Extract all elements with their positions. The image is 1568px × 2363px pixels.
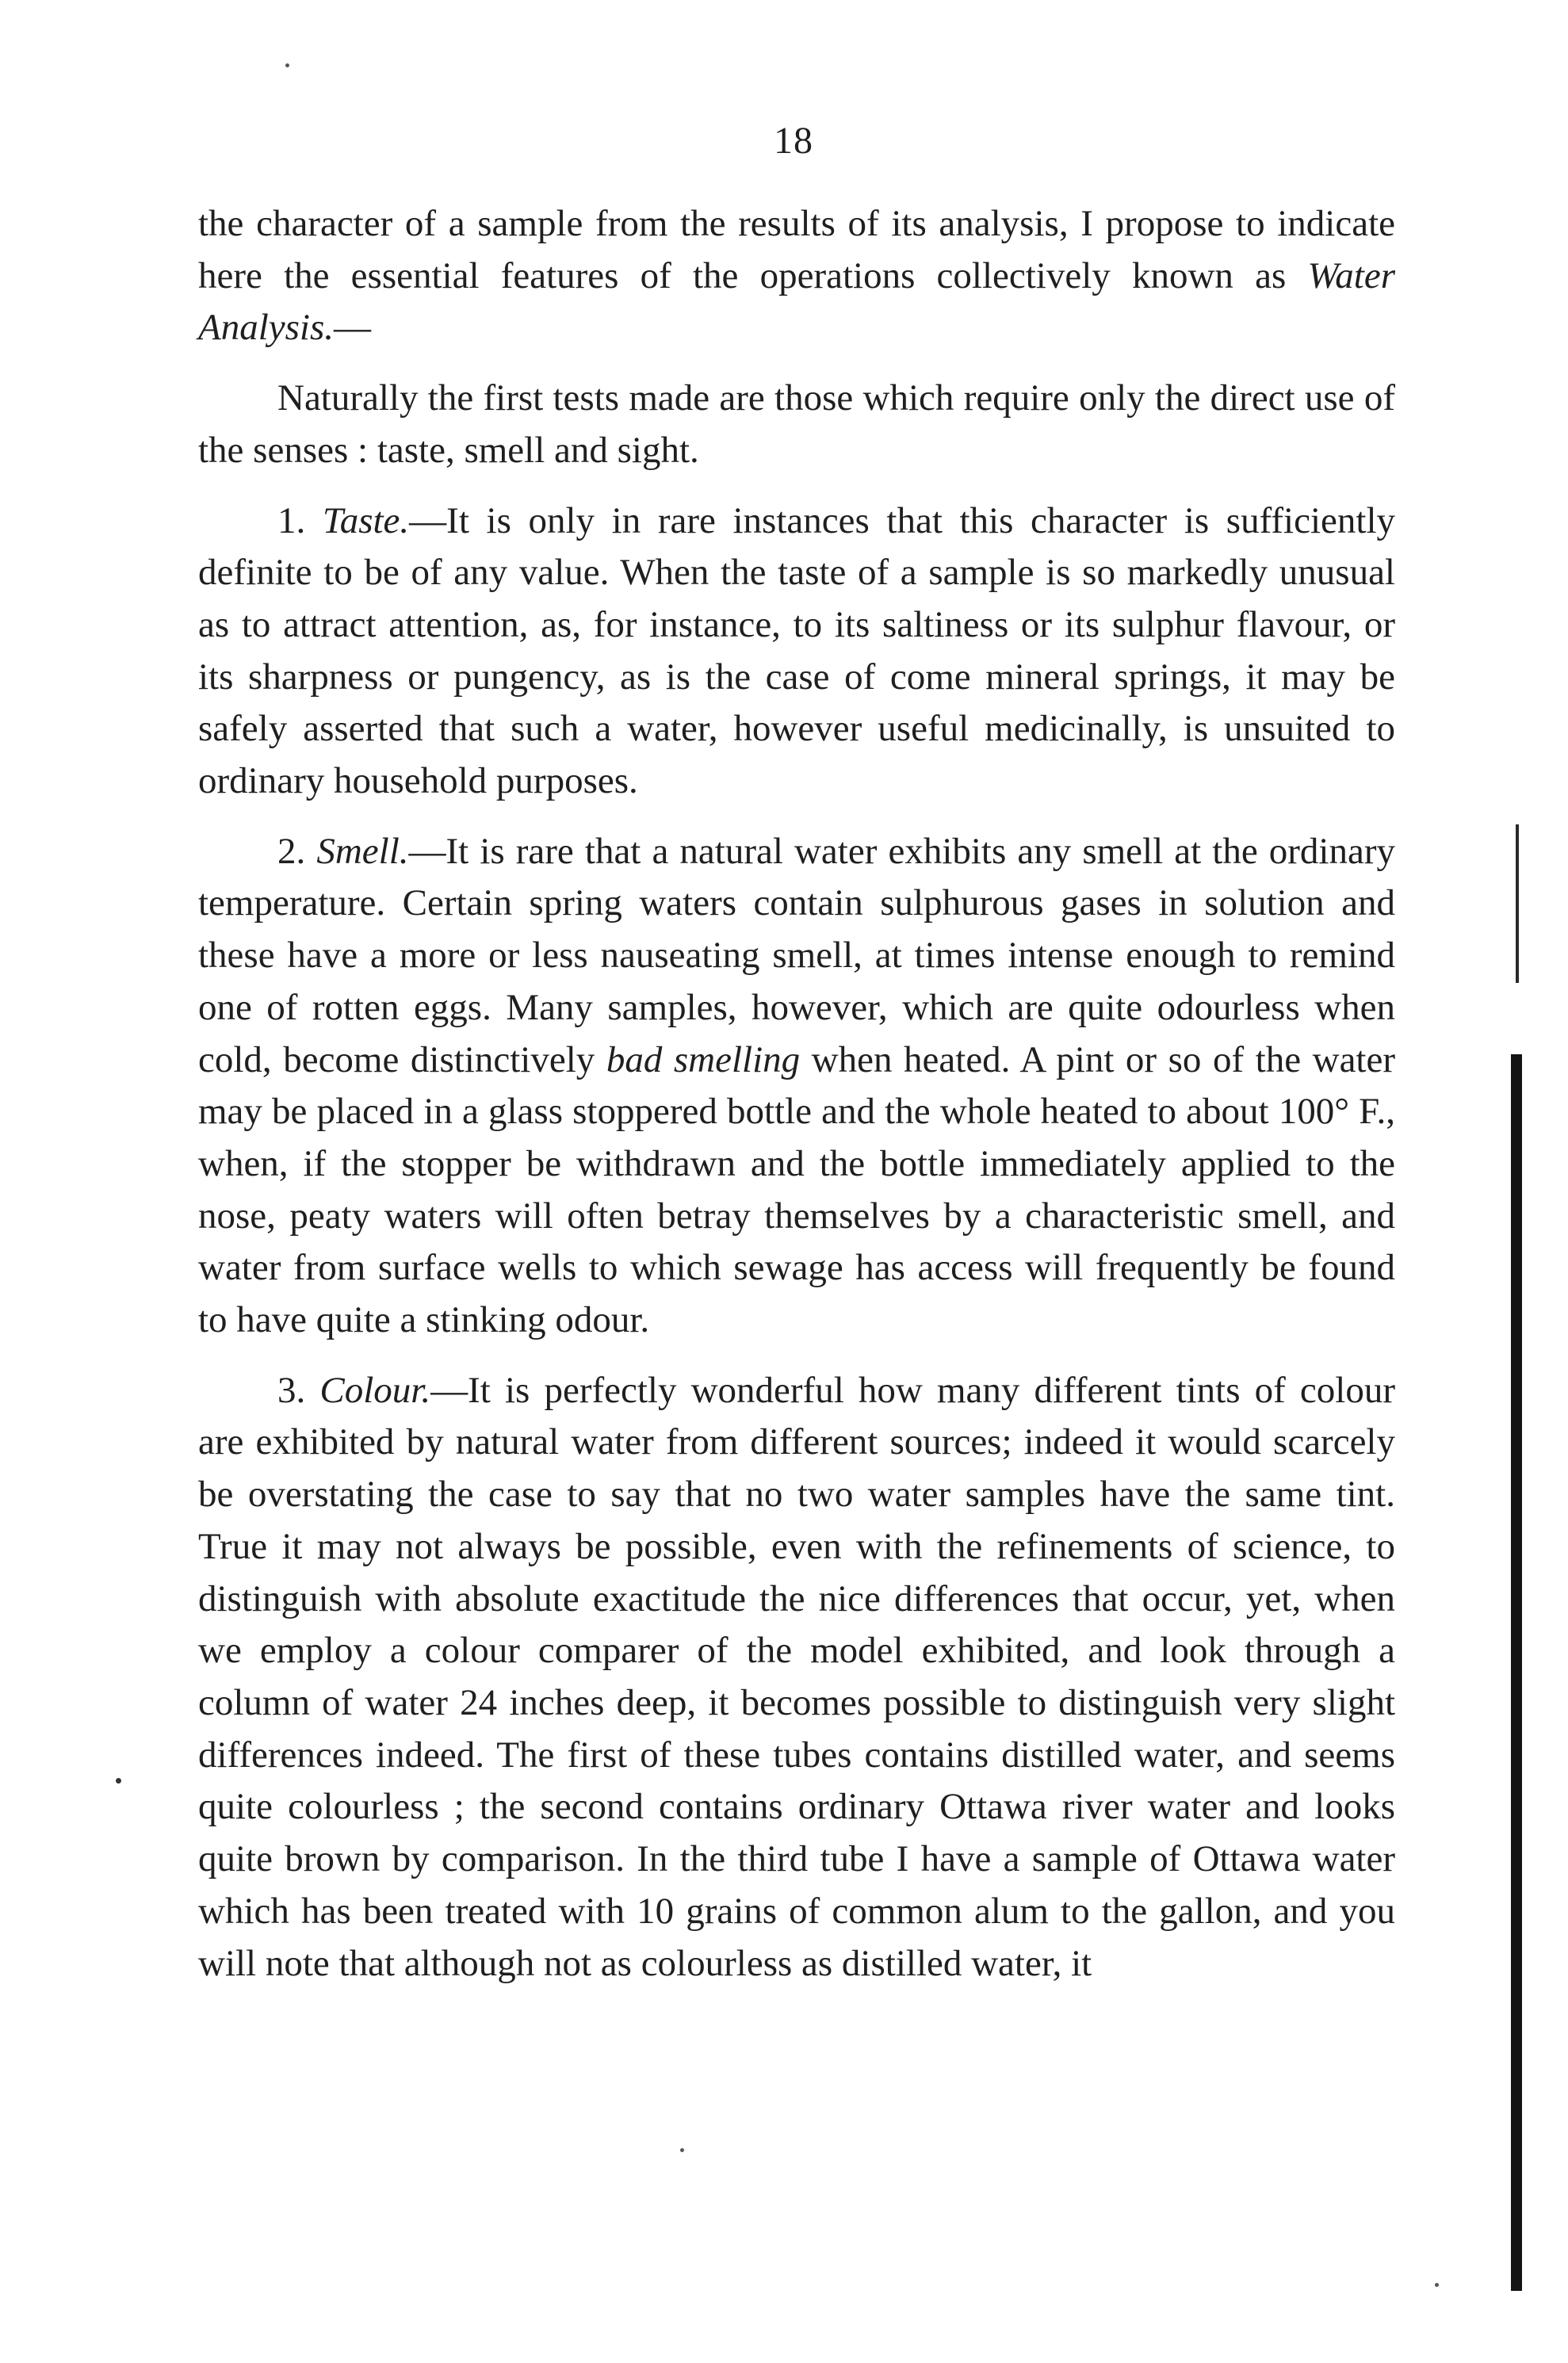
taste-body: —It is only in rare instances that this character is sufficiently definite to be of any value. When the taste of a sample is so markedly unusual as to attract attention, as, for instance, to its saltiness or its sulphur flavour, or its sharpness or pungency, as is the case of come mineral springs, it may be safely asserted that such a water, however useful medicinally, is unsuited to ordinary household purposes. — [198, 499, 1395, 802]
scan-speck — [680, 2148, 684, 2152]
intro-dash: — — [334, 307, 372, 349]
section-smell — [198, 826, 1395, 1347]
intro-text: the character of a sample from the results of its analysis, I propose to indicate here the essential features of the operations collectively known as — [198, 203, 1395, 296]
scan-speck — [116, 1778, 121, 1784]
intro-emphasis: Water Analysis. — [198, 254, 1395, 349]
body-text — [198, 198, 1395, 1990]
scan-speck — [1435, 2283, 1439, 2287]
paragraph-intro — [198, 198, 1395, 354]
smell-body-1: —It is rare that a natural water exhibits any smell at the ordinary temperature. Certain spring waters contain sulphurous gases in solution and these have a more or less nauseating smell, at times intense enough to remind one of rotten eggs. Many samples, however, which are quite odourless when cold, become distinctively — [198, 830, 1395, 1080]
scan-speck — [285, 63, 289, 67]
taste-number: 1. — [277, 499, 306, 541]
taste-heading: Taste. — [322, 499, 410, 541]
scan-edge-bar — [1511, 1054, 1522, 2291]
section-taste — [198, 495, 1395, 808]
colour-heading: Colour. — [319, 1369, 431, 1411]
smell-number: 2. — [277, 830, 306, 872]
colour-number: 3. — [277, 1369, 306, 1411]
section-colour — [198, 1365, 1395, 1990]
smell-body-2: when heated. A pint or so of the water may be placed in a glass stoppered bottle and the whole heated to about 100° F., when, if the stopper be withdrawn and the bottle immediately applied to the nose, peaty waters will often betray themselves by a characteristic smell, and water from surface wells to which sewage has access will frequently be found to have quite a stinking odour. — [198, 1038, 1396, 1341]
page-number: 18 — [774, 120, 813, 162]
colour-body: —It is perfectly wonderful how many different tints of colour are exhibited by natural water from different sources; indeed it would scarcely be overstating the case to say that no two water samples have the same tint. True it may not always be possible, even with the refinements of science, to distinguish with absolute exactitude the nice differences that occur, yet, when we employ a colour comparer of the model exhibited, and look through a column of water 24 inches deep, it becomes possible to distinguish very slight differences indeed. The first of these tubes contains distilled water, and seems quite colourless ; the second contains ordinary Ottawa river water and looks quite brown by comparison. In the third tube I have a sample of Ottawa water which has been treated with 10 grains of common alum to the gallon, and you will note that although not as colourless as distilled water, it — [198, 1369, 1396, 1984]
smell-heading: Smell. — [316, 830, 409, 872]
smell-emphasis: bad smelling — [606, 1038, 801, 1080]
scan-edge-bar — [1516, 824, 1519, 983]
paragraph-senses: Naturally the first tests made are those which require only the direct use of the senses : taste, smell and sight. — [198, 377, 1395, 471]
